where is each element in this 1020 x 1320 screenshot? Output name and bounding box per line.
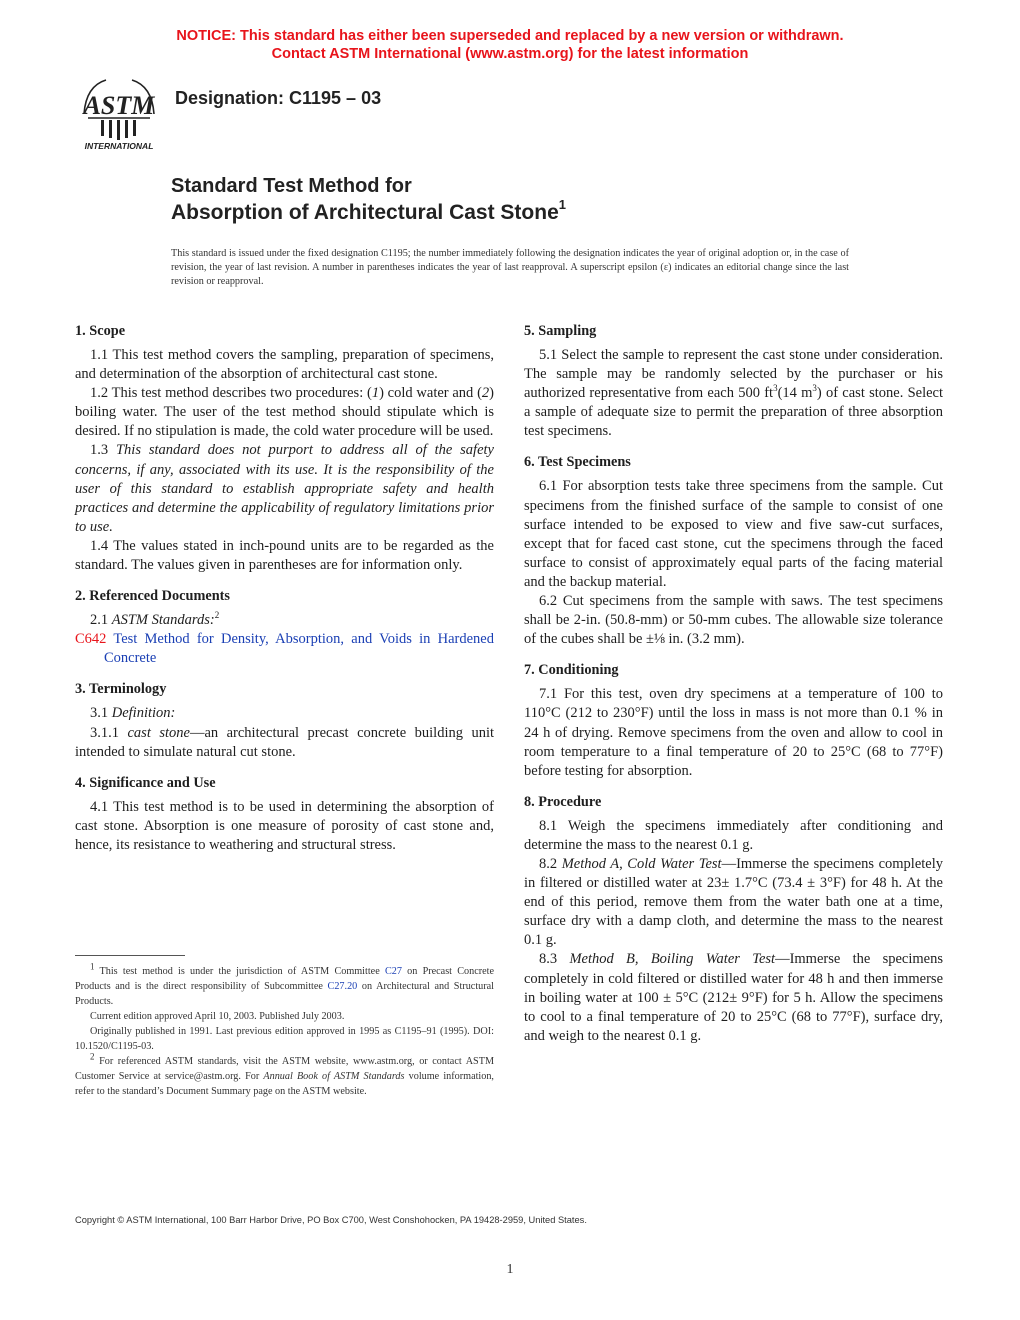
section-heading-specimens: 6. Test Specimens <box>524 454 631 471</box>
para-1-3-text: This standard does not purport to address all of the safety concerns, if any, associated with its use. It is the responsibility of the user of this standard to establish appropriate safety and health practices and determine the applicability of regulatory limitations prior to use. <box>75 442 494 535</box>
para-3-1-1 <box>75 724 494 762</box>
footnote-2 <box>75 1051 494 1099</box>
para-2-1 <box>75 611 494 630</box>
footnote-divider <box>75 955 185 956</box>
page-number: 1 <box>506 1262 514 1277</box>
para-8-2 <box>524 855 943 950</box>
para-3-1 <box>75 704 494 723</box>
title-main: Absorption of Architectural Cast Stone <box>171 201 559 224</box>
para-8-2-title: Method A, Cold Water Test <box>561 855 722 872</box>
para-3-1-1-text: —an architectural precast concrete building unit intended to simulate natural cut stone. <box>75 724 495 760</box>
footnote-1 <box>75 961 494 1009</box>
para-5-1-sup2: 3 <box>812 383 817 394</box>
astm-logo-icon <box>76 74 162 152</box>
para-1-2-n2: 2 <box>481 385 490 402</box>
para-8-3-num: 8.3 <box>539 951 570 968</box>
para-5-1-c: ) of cast stone. Select a sample of adequate size to permit the preparation of three absorption test specimens. <box>524 385 943 440</box>
para-4-1: 4.1 This test method is to be used in determining the absorption of cast stone. Absorption is one measure of porosity of cast stone and, hence, its resistance to weathering and structural stress. <box>75 798 494 853</box>
left-column <box>75 322 494 855</box>
footnote-1-history: Originally published in 1991. Last previous edition approved in 1995 as C1195–91 (1995). DOI: 10.1520/C1195-03. <box>75 1026 494 1052</box>
footnote-1-mark: 1 <box>90 961 95 972</box>
para-8-3 <box>524 950 943 1045</box>
subcommittee-link[interactable]: C27.20 <box>327 981 358 992</box>
issuance-statement: This standard is issued under the fixed designation C1195; the number immediately following the designation indicates the year of original adoption or, in the case of revision, the year of last revision. A number in parentheses indicates the year of last reapproval. A superscript epsilon (ε) indicates an editorial change since the last revision or reapproval. <box>171 248 849 288</box>
right-column <box>524 322 943 1046</box>
title-line-1: Standard Test Method for <box>171 175 412 197</box>
footnote-1-c: on Architectural and Structural Products. <box>75 981 494 1007</box>
para-8-3-text: —Immerse the specimens completely in cold filtered or distilled water for 48 h and then immerse in boiling water at 100 ± 5°C (212± 9°F) for 5 h. Allow the specimens to cool to a final temperature of 20 to 25°C (68 to 77°F), surface dry, and weigh to the nearest 0.1 g. <box>524 951 944 1044</box>
section-heading-conditioning: 7. Conditioning <box>524 662 619 679</box>
para-3-1-1-term: cast stone <box>127 724 190 741</box>
para-5-1-sup1: 3 <box>773 383 778 394</box>
para-5-1-b: (14 m <box>777 385 813 402</box>
footnote-2-italic: Annual Book of ASTM Standards <box>263 1071 405 1082</box>
para-8-3-title: Method B, Boiling Water Test <box>569 951 776 968</box>
para-1-4: 1.4 The values stated in inch-pound units are to be regarded as the standard. The values given in parentheses are for information only. <box>75 537 494 574</box>
para-5-1 <box>524 346 943 441</box>
footnote-1-a: This test method is under the jurisdiction of ASTM Committee <box>94 966 385 977</box>
title-line-2 <box>171 199 566 225</box>
para-3-1-num: 3.1 <box>90 705 112 722</box>
para-8-2-num: 8.2 <box>539 855 562 872</box>
para-2-1-num: 2.1 <box>90 612 112 629</box>
section-heading-procedure: 8. Procedure <box>524 793 602 810</box>
committee-link[interactable]: C27 <box>384 966 402 977</box>
logo-letters: ASTM <box>83 91 155 120</box>
reference-code-link[interactable]: C642 <box>75 631 107 648</box>
notice-line-1: NOTICE: This standard has either been superseded and replaced by a new version or withdrawn. <box>176 28 844 44</box>
notice-line-2: Contact ASTM International (www.astm.org) for the latest information <box>271 46 749 62</box>
para-8-1: 8.1 Weigh the specimens immediately after conditioning and determine the mass to the nearest 0.1 g. <box>524 817 943 853</box>
section-heading-refdocs: 2. Referenced Documents <box>75 588 230 605</box>
para-7-1: 7.1 For this test, oven dry specimens at a temperature of 100 to 110°C (212 to 230°F) until the loss in mass is not more than 0.1 % in 24 h of drying. Remove specimens from the oven and allow to cool in room temperature to a final temperature of 20 to 25°C (68 to 77°F) before testing for absorption. <box>524 686 943 779</box>
withdrawal-notice <box>0 27 1020 63</box>
para-1-2-c: ) boiling water. The user of the test method should stipulate which is desired. If no stipulation is made, the cold water procedure will be used. <box>75 385 495 440</box>
footnote-2-b: volume information, refer to the standard’s Document Summary page on the ASTM website. <box>75 1071 494 1097</box>
title-footnote-mark: 1 <box>558 197 566 212</box>
para-2-1-sup: 2 <box>214 610 220 621</box>
designation: Designation: C1195 – 03 <box>175 88 382 108</box>
para-1-2-a: 1.2 This test method describes two procedures: ( <box>90 385 372 402</box>
footnote-1-b: on Precast Concrete Products and is the direct responsibility of Subcommittee <box>75 966 494 992</box>
footnote-2-mark: 2 <box>90 1051 95 1062</box>
reference-c642[interactable] <box>75 630 494 668</box>
section-heading-scope: 1. Scope <box>75 323 126 339</box>
logo-subtitle: INTERNATIONAL <box>84 141 154 151</box>
para-1-2-b: ) cold water and ( <box>379 385 482 402</box>
para-1-2 <box>75 384 494 441</box>
copyright: Copyright © ASTM International, 100 Barr Harbor Drive, PO Box C700, West Conshohocken, PA 19428-2959, United States. <box>75 1215 587 1225</box>
para-2-1-text: ASTM Standards: <box>111 612 215 629</box>
para-8-2-text: —Immerse the specimens completely in filtered or distilled water at 23± 1.7°C (73.4 ± 3°F) for 48 h. At the end of this period, remove them from the water bath one at a time, surface dry with a damp cloth, and determine the mass to the nearest 0.1 g. <box>524 855 944 949</box>
para-3-1-1-num: 3.1.1 <box>90 724 128 741</box>
footnotes <box>75 961 494 1099</box>
reference-title-link[interactable]: Test Method for Density, Absorption, and Voids in Hardened Concrete <box>104 631 494 667</box>
para-1-3 <box>75 441 494 536</box>
para-1-3-num: 1.3 <box>90 442 116 459</box>
section-heading-sampling: 5. Sampling <box>524 323 597 339</box>
para-6-1: 6.1 For absorption tests take three specimens from the sample. Cut specimens from the finished surface of the sample to consist of one surface intended to be exposed to view and five saw-cut surfaces, except that for faced cast stone, cut the specimens through the faced surface to consist of approximately equal parts of the facing material and the backup material. <box>524 478 943 590</box>
para-3-1-text: Definition: <box>111 705 176 722</box>
footnote-1-edition: Current edition approved April 10, 2003. Published July 2003. <box>90 1011 345 1022</box>
para-1-2-n1: 1 <box>371 385 380 402</box>
para-5-1-a: 5.1 Select the sample to represent the cast stone under consideration. The sample may be randomly selected by the purchaser or his authorized representative from each 500 ft <box>524 347 943 402</box>
section-heading-significance: 4. Significance and Use <box>75 774 216 791</box>
section-heading-terminology: 3. Terminology <box>75 681 167 698</box>
footnote-2-a: For referenced ASTM standards, visit the ASTM website, www.astm.org, or contact ASTM Customer Service at service@astm.org. For <box>75 1056 494 1082</box>
para-1-1: 1.1 This test method covers the sampling, preparation of specimens, and determination of the absorption of architectural cast stone. <box>75 347 494 383</box>
para-6-2: 6.2 Cut specimens from the sample with saws. The test specimens shall be 2-in. (50.8-mm) or 50-mm cubes. The allowable size tolerance of the cubes shall be ±⅛ in. (3.2 mm). <box>524 593 943 648</box>
